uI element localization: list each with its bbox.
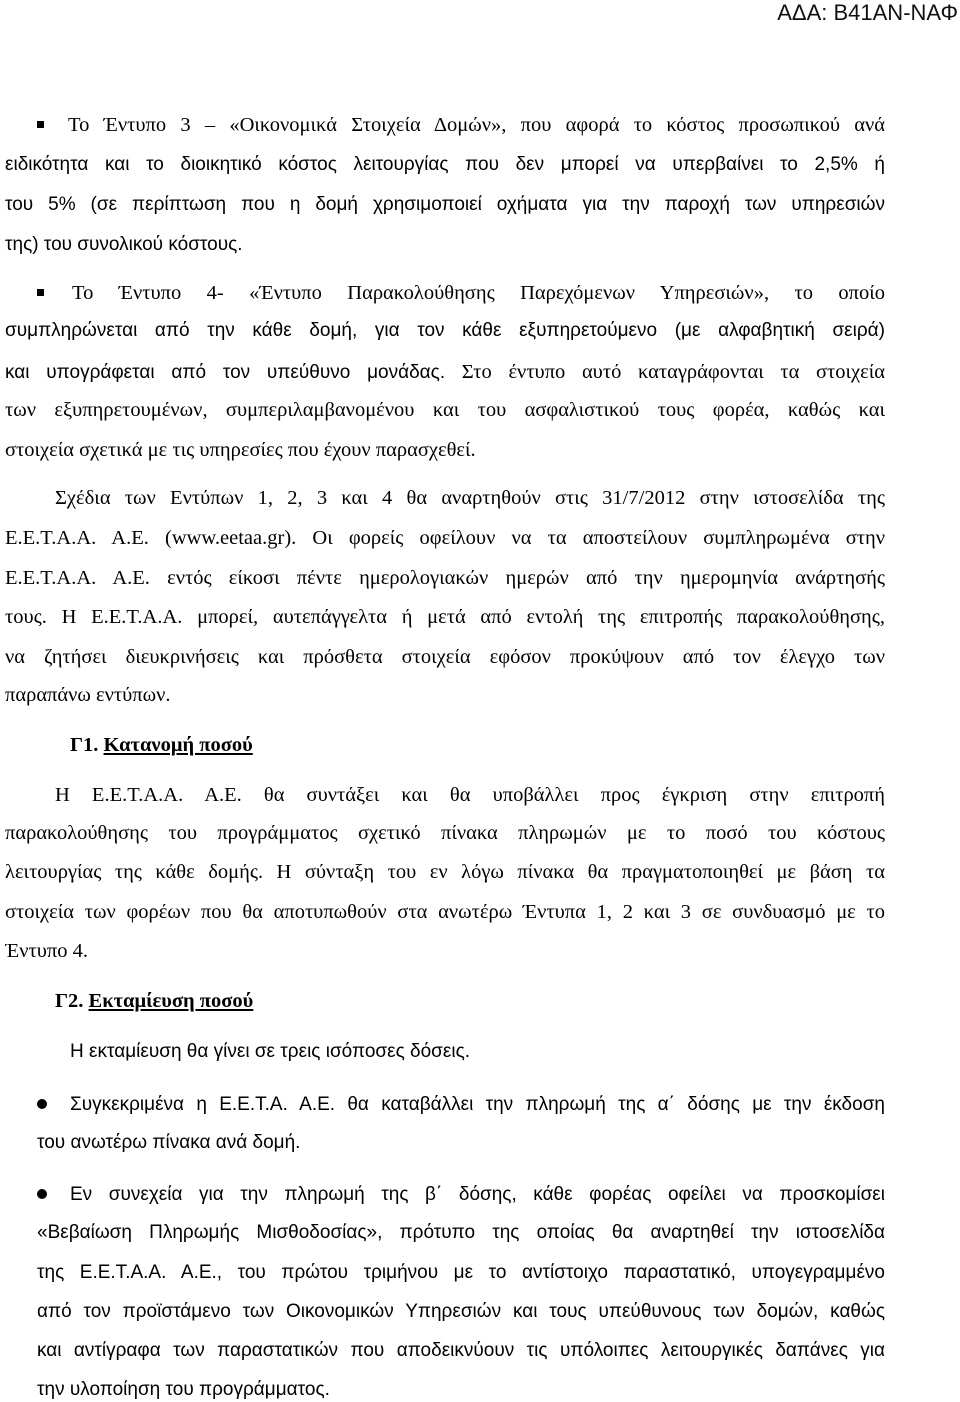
installment-bullet-line: Εν συνεχεία για την πληρωμή της β΄ δόσης, κάθε φορέας οφείλει να προσκομίσει (70, 1184, 885, 1205)
section-g1-paragraph-line: Η Ε.Ε.Τ.Α.Α. Α.Ε. θα συντάξει και θα υποβάλλει προς έγκριση στην επιτροπή (55, 784, 885, 806)
installment-bullet-line: την υλοποίηση του προγράμματος. (37, 1379, 330, 1400)
installment-bullet-line: Συγκεκριμένα η Ε.Ε.Τ.Α. Α.Ε. θα καταβάλλει την πληρωμή της α΄ δόσης με την έκδοση (70, 1094, 885, 1115)
installment-bullet-line: και αντίγραφα των παραστατικών που αποδεικνύουν τις υπόλοιπες λειτουργικές δαπάνες για (37, 1340, 885, 1361)
form-4-details-line: στοιχεία σχετικά με τις υπηρεσίες που έχουν παρασχεθεί. (5, 439, 476, 461)
ada-document-code: ΑΔΑ: Β41ΑΝ-ΝΑΦ (777, 0, 958, 25)
installment-bullet-line: «Βεβαίωση Πληρωμής Μισθοδοσίας», πρότυπο της οποίας θα αναρτηθεί την ιστοσελίδα (37, 1222, 885, 1243)
round-bullet-icon (37, 1189, 47, 1199)
section-g1-paragraph-line: παρακολούθησης του προγράμματος σχετικό πίνακα πληρωμών με το ποσό του κόστους (5, 822, 885, 844)
form-3-text-line: Το Έντυπο 3 – «Οικονομικά Στοιχεία Δομών», που αφορά το κόστος προσωπικού ανά (68, 114, 885, 136)
round-bullet-icon (37, 1099, 47, 1109)
square-bullet-icon (37, 289, 44, 296)
publication-paragraph-line: να ζητήσει διευκρινήσεις και πρόσθετα στοιχεία εφόσον προκύψουν από τον έλεγχο των (5, 646, 885, 668)
installment-bullet-line: της Ε.Ε.Τ.Α.Α. Α.Ε., του πρώτου τριμήνου με το αντίστοιχο παραστατικό, υπογεγραμμένο (37, 1262, 885, 1283)
publication-paragraph-line: Ε.Ε.Τ.Α.Α. Α.Ε. εντός είκοσι πέντε ημερολογιακών ημερών από την ημερομηνία ανάρτησής (5, 567, 885, 589)
section-g2-intro: Η εκταμίευση θα γίνει σε τρεις ισόποσες δόσεις. (70, 1041, 471, 1062)
installment-bullet-line: από τον προϊστάμενο των Οικονομικών Υπηρεσιών και τους υπεύθυνους των δομών, καθώς (37, 1301, 885, 1322)
publication-paragraph-line: παραπάνω εντύπων. (5, 684, 171, 706)
square-bullet-icon (37, 121, 44, 128)
form-3-text-line: του 5% (σε περίπτωση που η δομή χρησιμοποιεί οχήματα για την παροχή των υπηρεσιών (5, 194, 885, 215)
section-g1-number: Γ1. (70, 734, 99, 756)
section-g1-title: Κατανομή ποσού (103, 734, 253, 756)
section-g2-number: Γ2. (55, 990, 84, 1012)
installment-bullet-line: του ανωτέρω πίνακα ανά δομή. (37, 1132, 301, 1153)
form-4-details-sentence: Στο έντυπο αυτό καταγράφονται τα στοιχεία (461, 361, 885, 383)
section-g1-paragraph-line: λειτουργίας της κάθε δομής. Η σύνταξη του εν λόγω πίνακα θα πραγματοποιηθεί με βάση τα (5, 861, 885, 883)
form-3-text-line: της) του συνολικού κόστους. (5, 234, 243, 255)
section-g2-title: Εκταμίευση ποσού (88, 990, 254, 1012)
form-4-signature-sentence: και υπογράφεται από τον υπεύθυνο μονάδας. (5, 362, 446, 383)
section-g1-paragraph-line: στοιχεία των φορέων που θα αποτυπωθούν στα ανωτέρω Έντυπα 1, 2 και 3 σε συνδυασμό με το (5, 901, 885, 923)
form-4-text-line: συμπληρώνεται από την κάθε δομή, για τον κάθε εξυπηρετούμενο (με αλφαβητική σειρά) (5, 320, 885, 341)
publication-paragraph-line: Σχέδια των Εντύπων 1, 2, 3 και 4 θα αναρτηθούν στις 31/7/2012 στην ιστοσελίδα της (55, 487, 885, 509)
publication-paragraph-line: Ε.Ε.Τ.Α.Α. Α.Ε. (www.eetaa.gr). Οι φορείς οφείλουν να τα αποστείλουν συμπληρωμένα στην (5, 527, 885, 549)
form-4-text-line (5, 361, 885, 383)
form-3-text-line: ειδικότητα και το διοικητικό κόστος λειτουργίας που δεν μπορεί να υπερβαίνει το 2,5% ή (5, 154, 885, 175)
section-g2-heading (55, 990, 555, 1012)
form-4-text-line: Το Έντυπο 4- «Έντυπο Παρακολούθησης Παρεχόμενων Υπηρεσιών», το οποίο (72, 282, 885, 304)
section-g1-heading (70, 734, 570, 756)
form-4-details-line: των εξυπηρετουμένων, συμπεριλαμβανομένου και του ασφαλιστικού τους φορέα, καθώς και (5, 399, 885, 421)
section-g1-paragraph-line: Έντυπο 4. (5, 940, 88, 962)
publication-paragraph-line: τους. Η Ε.Ε.Τ.Α.Α. μπορεί, αυτεπάγγελτα ή μετά από εντολή της επιτροπής παρακολούθησης, (5, 606, 885, 628)
